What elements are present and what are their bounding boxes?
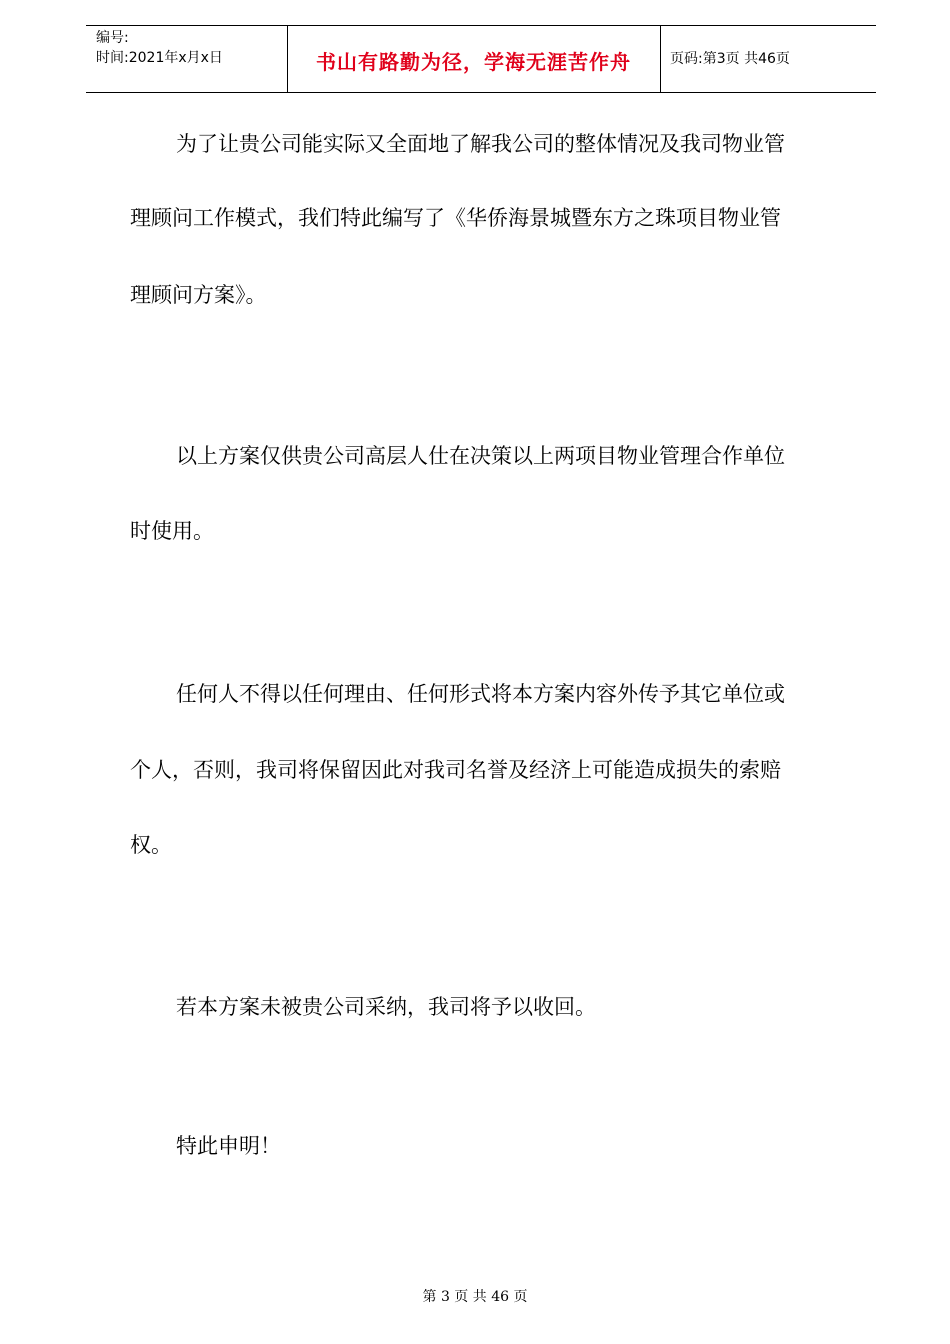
paragraph-2-line-1: 以上方案仅供贵公司高层人仕在决策以上两项目物业管理合作单位 (176, 444, 785, 468)
paragraph-3-line-2: 个人，否则，我司将保留因此对我司名誉及经济上可能造成损失的索赔 (130, 758, 781, 782)
paragraph-2-line-2: 时使用。 (130, 519, 214, 543)
paragraph-5-line-1: 特此申明！ (176, 1134, 281, 1158)
paragraph-1-line-3: 理顾问方案》。 (130, 283, 267, 307)
header-page-info: 页码:第3页 共46页 (670, 51, 790, 67)
page-header (86, 25, 876, 93)
document-number-label: 编号: (96, 30, 129, 46)
paragraph-1-line-1: 为了让贵公司能实际又全面地了解我公司的整体情况及我司物业管 (176, 132, 785, 156)
page-footer: 第 3 页 共 46 页 (422, 1289, 528, 1305)
header-bottom-rule (86, 92, 876, 93)
document-time-label: 时间:2021年x月x日 (96, 50, 223, 66)
paragraph-3-line-1: 任何人不得以任何理由、任何形式将本方案内容外传予其它单位或 (176, 682, 785, 706)
header-top-rule (86, 25, 876, 26)
paragraph-3-line-3: 权。 (130, 833, 172, 857)
header-meta (96, 28, 223, 68)
paragraph-1-line-2: 理顾问工作模式，我们特此编写了《华侨海景城暨东方之珠项目物业管 (130, 206, 781, 230)
header-motto: 书山有路勤为径，学海无涯苦作舟 (316, 50, 631, 74)
header-divider-right (660, 25, 661, 93)
paragraph-4-line-1: 若本方案未被贵公司采纳，我司将予以收回。 (176, 995, 596, 1019)
